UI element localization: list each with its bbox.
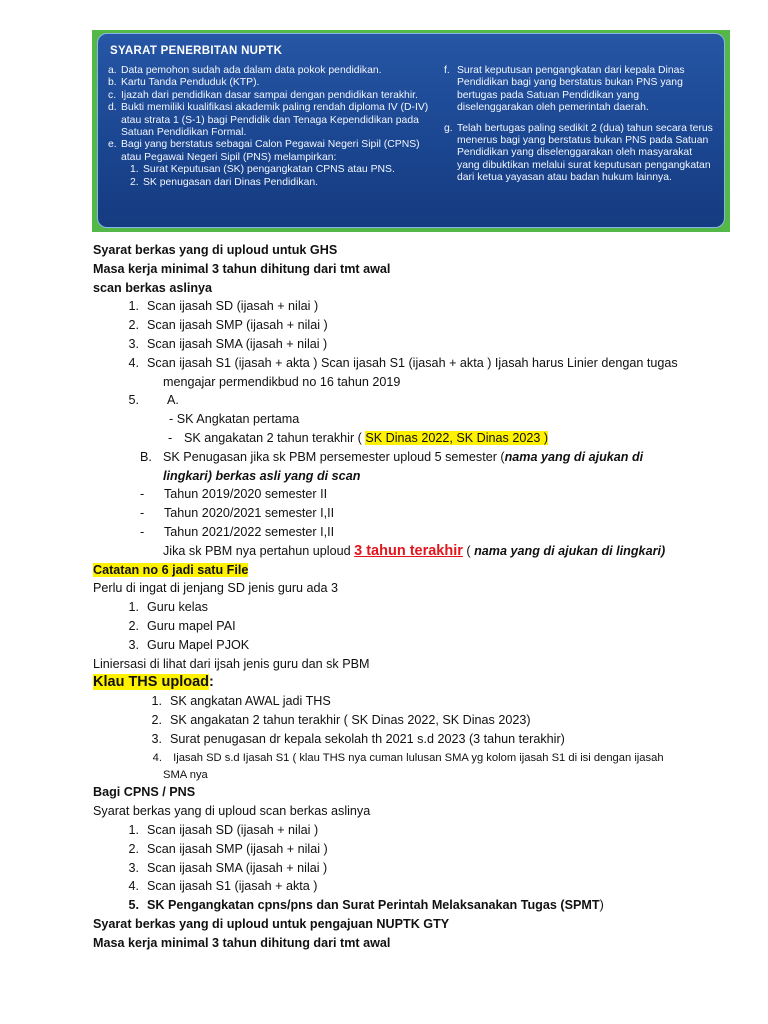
- list-text: Ijasah SD s.d Ijasah S1 ( klau THS nya cuman lulusan SMA yg kolom ijasah S1 di isi dengan ijasah: [170, 751, 664, 764]
- spacer: [444, 115, 714, 123]
- list-text: SK angakatan 2 tahun terakhir ( SK Dinas 2022, SK Dinas 2023): [170, 712, 531, 727]
- list-item: [93, 297, 733, 316]
- gty-heading: Syarat berkas yang di uploud untuk pengajuan NUPTK GTY: [93, 916, 450, 931]
- list-item: [93, 335, 733, 354]
- item-key: f.: [444, 65, 450, 76]
- banner-item-c: [108, 90, 432, 102]
- semester-text: Tahun 2020/2021 semester I,II: [164, 506, 335, 521]
- list-text: Scan ijasah SMA (ijasah + nilai ): [147, 336, 328, 351]
- list-number: 1.: [128, 299, 139, 314]
- list-text: Guru mapel PAI: [147, 618, 236, 633]
- dash: -: [140, 506, 145, 521]
- pertahun-note: [93, 542, 733, 561]
- list-number: 3.: [128, 637, 139, 652]
- list-text: Guru Mapel PJOK: [147, 637, 250, 652]
- banner-title: SYARAT PENERBITAN NUPTK: [110, 45, 283, 57]
- list-text: Guru kelas: [147, 600, 208, 615]
- item-key: g.: [444, 122, 453, 134]
- list-text: Surat penugasan dr kepala sekolah th 2021 s.d 2023 (3 tahun terakhir): [170, 731, 565, 746]
- banner-subitem-1: [108, 164, 432, 176]
- banner-item-b: [108, 77, 432, 89]
- list-item: [93, 877, 733, 896]
- list-number: 4.: [152, 751, 162, 764]
- closing-paren: ): [599, 898, 604, 913]
- list-text: Scan ijasah SD (ijasah + nilai ): [147, 299, 319, 314]
- semester-item: [93, 523, 733, 542]
- item-text: Surat Keputusan (SK) pengangkatan CPNS atau PNS.: [143, 164, 395, 176]
- list-item: [93, 730, 733, 749]
- list-item: [93, 840, 733, 859]
- list-item: [93, 749, 733, 768]
- list-item: [93, 711, 733, 730]
- italic-note: nama yang di ajukan di: [504, 449, 644, 464]
- item-key: e.: [108, 139, 117, 151]
- list-text: Scan ijasah S1 (ijasah + akta ) Scan ijasah S1 (ijasah + akta ) Ijasah harus Linier dengan tugas: [147, 355, 678, 370]
- list-item-5: [93, 391, 733, 410]
- red-emphasis: 3 tahun terakhir: [354, 542, 463, 559]
- dash: -: [140, 487, 145, 502]
- list-item: [93, 316, 733, 335]
- list-item: [93, 636, 733, 655]
- list-item: [93, 598, 733, 617]
- list-text: Scan ijasah SD (ijasah + nilai ): [147, 822, 319, 837]
- list-item: [93, 896, 733, 915]
- sub-item-angkatan-pertama: - SK Angkatan pertama: [169, 412, 300, 427]
- sub-list-key: B.: [140, 449, 152, 464]
- highlighted-text: Catatan no 6 jadi satu File: [93, 562, 249, 577]
- catatan-note: [93, 561, 733, 580]
- list-number: 4.: [128, 879, 139, 894]
- cpns-subheading: Syarat berkas yang di uploud scan berkas aslinya: [93, 804, 371, 819]
- list-number: 2.: [151, 712, 162, 727]
- list-number: 1.: [128, 822, 139, 837]
- list-text: SK Pengangkatan cpns/pns dan Surat Perintah Melaksanakan Tugas (SPMT: [147, 898, 600, 913]
- italic-note: nama yang di ajukan di lingkari): [474, 543, 666, 558]
- list-number: 3.: [128, 336, 139, 351]
- banner-columns: [108, 65, 714, 189]
- banner-subitem-2: [108, 177, 432, 189]
- ghs-masa-kerja: Masa kerja minimal 3 tahun dihitung dari tmt awal: [93, 261, 391, 276]
- list-number: 3.: [151, 731, 162, 746]
- highlighted-text: Klau THS upload: [93, 674, 209, 691]
- banner-item-a: [108, 65, 432, 77]
- list-number: 1.: [151, 694, 162, 709]
- sub-item-text: SK Penugasan jika sk PBM persemester uploud 5 semester (: [163, 449, 505, 464]
- list-text: Scan ijasah SMA (ijasah + nilai ): [147, 860, 328, 875]
- list-number: 3.: [128, 860, 139, 875]
- sub-list-key: A.: [167, 393, 179, 408]
- item-key: b.: [108, 77, 117, 89]
- list-number: 2.: [128, 318, 139, 333]
- ghs-heading: Syarat berkas yang di uploud untuk GHS: [93, 243, 338, 257]
- list-number: 2.: [128, 618, 139, 633]
- pertahun-paren: (: [462, 543, 475, 558]
- item-text: SK penugasan dari Dinas Pendidikan.: [143, 176, 319, 188]
- item-key: 1.: [130, 164, 139, 176]
- item-key: d.: [108, 102, 117, 114]
- ths-heading: [93, 673, 733, 692]
- item-text: Data pemohon sudah ada dalam data pokok pendidikan.: [121, 65, 382, 76]
- list-text: Scan ijasah SMP (ijasah + nilai ): [147, 318, 328, 333]
- list-item: [93, 859, 733, 878]
- semester-text: Tahun 2019/2020 semester II: [164, 487, 328, 502]
- gty-masa-kerja: Masa kerja minimal 3 tahun dihitung dari tmt awal: [93, 935, 391, 950]
- item-text: Surat keputusan pengangkatan dari kepala Dinas Pendidikan bagi yang berstatus bukan PNS yang bertugas pada Satuan Pendidikan yang diselenggarakan oleh pemerintah daerah.: [457, 65, 685, 114]
- list-number: 2.: [128, 841, 139, 856]
- requirements-banner: [92, 30, 730, 232]
- heading-colon: :: [209, 674, 214, 691]
- list-item: [93, 821, 733, 840]
- semester-item: [93, 485, 733, 504]
- pertahun-text: Jika sk PBM nya pertahun uploud: [163, 543, 355, 558]
- document-body: [93, 241, 733, 952]
- list-number: 1.: [128, 600, 139, 615]
- semester-text: Tahun 2021/2022 semester I,II: [164, 524, 335, 539]
- semester-item: [93, 504, 733, 523]
- sub-item-b: [93, 448, 733, 467]
- item-text: Bagi yang berstatus sebagai Calon Pegawai Negeri Sipil (CPNS) atau Pegawai Negeri Sipil (PNS) melampirkan:: [121, 139, 420, 163]
- banner-item-d: [108, 102, 432, 139]
- list-number: 4.: [128, 355, 139, 370]
- list-number: 5.: [128, 898, 139, 913]
- item-text: Telah bertugas paling sedikit 2 (dua) tahun secara terus menerus bagi yang berstatus bukan PNS pada Satuan Pendidikan yang diselenggarakan oleh masyarakat yang dibuktikan melalui surat keputusan pengangkatan dari ketua yayasan atau badan hukum lainnya.: [457, 122, 713, 184]
- dash: -: [168, 430, 173, 445]
- sub-item-b-continued: lingkari) berkas asli yang di scan: [163, 468, 361, 483]
- sub-item-text: SK angakatan 2 tahun terakhir (: [184, 430, 366, 445]
- list-text: Scan ijasah S1 (ijasah + akta ): [147, 879, 318, 894]
- banner-item-e: [108, 139, 432, 164]
- list-text: SK angkatan AWAL jadi THS: [170, 694, 331, 709]
- list-item: [93, 617, 733, 636]
- banner-right-column: [444, 65, 714, 189]
- item-text: Kartu Tanda Penduduk (KTP).: [121, 77, 260, 89]
- item-key: a.: [108, 65, 117, 76]
- liniersasi-note: Liniersasi di lihat dari ijsah jenis guru dan sk PBM: [93, 656, 370, 671]
- banner-item-g: [444, 123, 714, 185]
- item-key: 2.: [130, 176, 139, 188]
- cpns-heading: Bagi CPNS / PNS: [93, 785, 196, 800]
- highlighted-text: SK Dinas 2022, SK Dinas 2023 ): [365, 430, 549, 445]
- banner-panel: [97, 33, 725, 228]
- item-text: Ijazah dari pendidikan dasar sampai dengan pendidikan terakhir.: [121, 89, 418, 101]
- list-number: 5.: [128, 393, 139, 408]
- sub-item-angkatan-2-tahun: [93, 429, 733, 448]
- sd-note: Perlu di ingat di jenjang SD jenis guru ada 3: [93, 581, 339, 596]
- list-text-continued: mengajar permendikbud no 16 tahun 2019: [163, 374, 401, 389]
- list-item: [93, 354, 733, 373]
- list-text: Scan ijasah SMP (ijasah + nilai ): [147, 841, 328, 856]
- ghs-scan-note: scan berkas aslinya: [93, 280, 213, 295]
- list-text-continued: SMA nya: [163, 769, 208, 782]
- item-text: Bukti memiliki kualifikasi akademik paling rendah diploma IV (D-IV) atau strata 1 (S-1) bagi Pendidik dan Tenaga Kependidikan pada Satuan Pendidikan Formal.: [121, 102, 429, 139]
- banner-left-column: [108, 65, 432, 189]
- banner-item-f: [444, 65, 714, 115]
- dash: -: [140, 524, 145, 539]
- list-item: [93, 692, 733, 711]
- item-key: c.: [108, 89, 117, 101]
